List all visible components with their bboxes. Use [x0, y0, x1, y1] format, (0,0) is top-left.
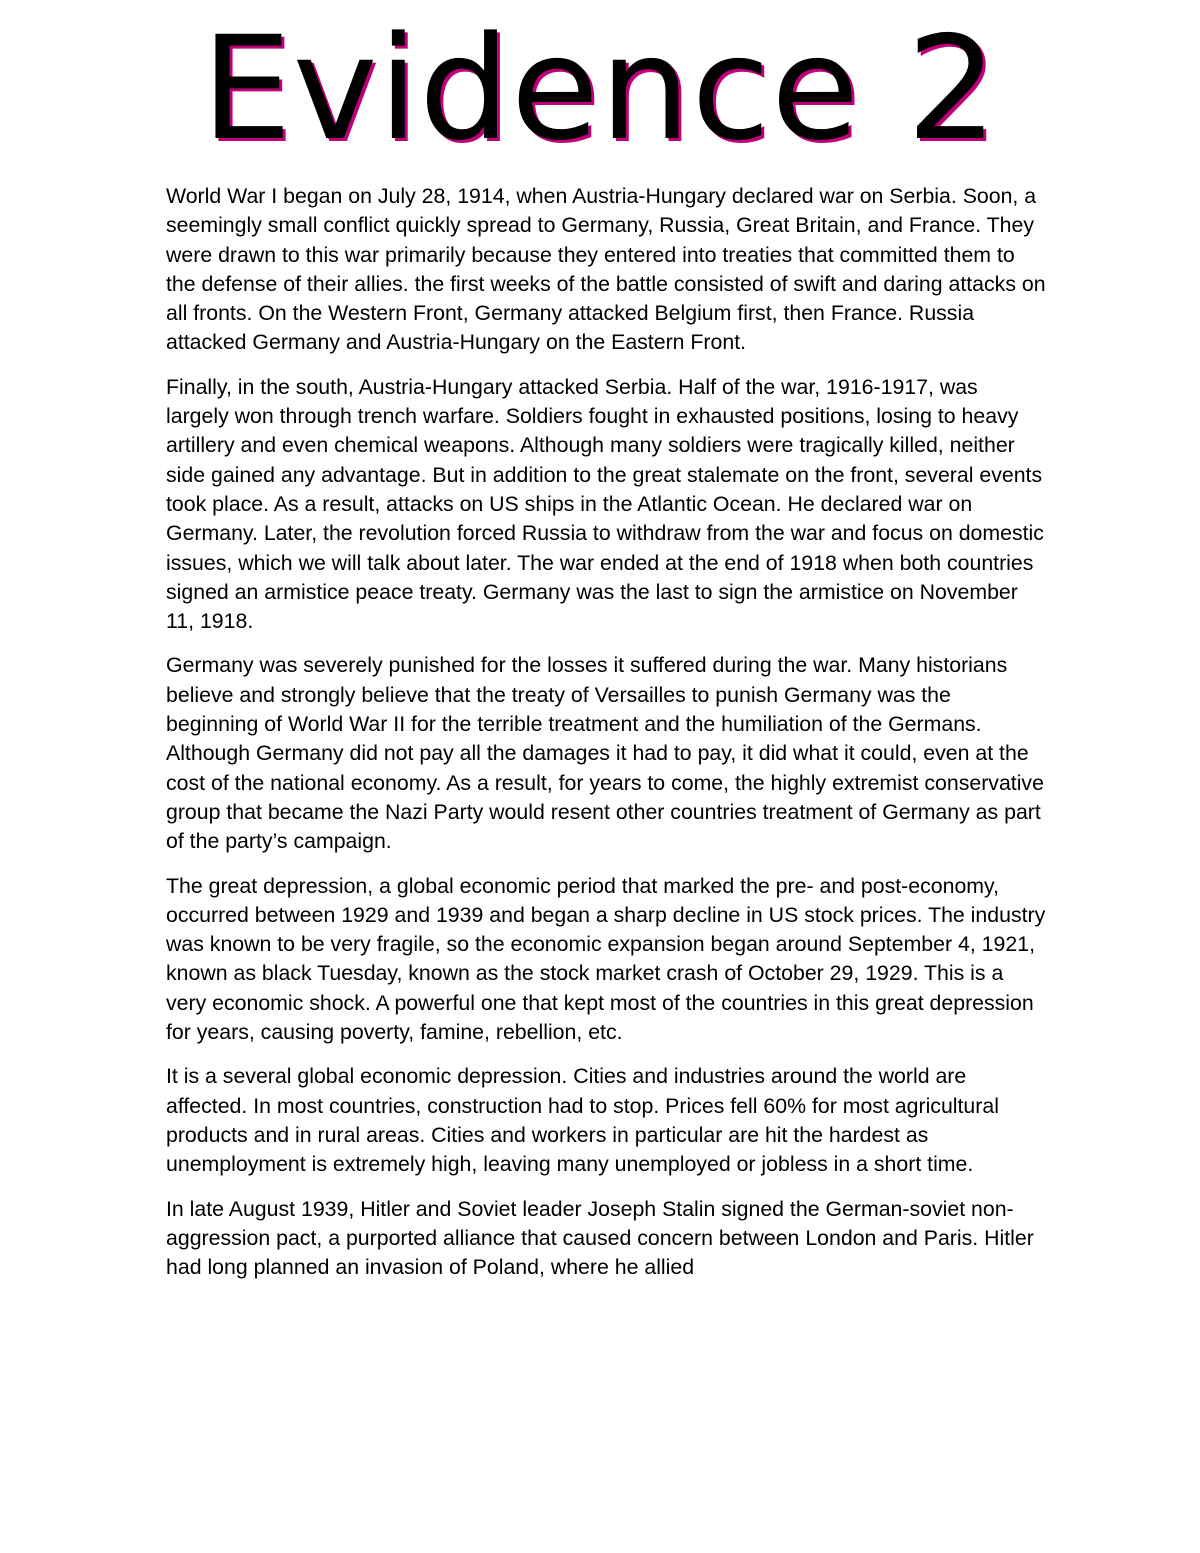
page-title: Evidence 2: [201, 5, 999, 172]
paragraph-germany-punished: Germany was severely punished for the losses it suffered during the war. Many historians believe and strongly believe that the treaty of Versailles to punish Germany was the beginning of World War II for the terrible treatment and the humiliation of the Germans. Although Germany did not pay all the damages it had to pay, it did what it could, even at the cost of the national economy. As a result, for years to come, the highly extremist conservative group that became the Nazi Party would resent other countries treatment of Germany as part of the party’s campaign.: [166, 653, 1044, 854]
paragraph-nonaggression-pact: In late August 1939, Hitler and Soviet leader Joseph Stalin signed the German-soviet non-aggression pact, a purported alliance that caused concern between London and Paris. Hitler had long planned an invasion of Poland, where he allied: [166, 1196, 1034, 1280]
paragraph-war-progress: Finally, in the south, Austria-Hungary attacked Serbia. Half of the war, 1916-1917, was largely won through trench warfare. Soldiers fought in exhausted positions, losing to heavy artillery and even chemical weapons. Although many soldiers were tragically killed, neither side gained any advantage. But in addition to the great stalemate on the front, several events took place. As a result, attacks on US ships in the Atlantic Ocean. He declared war on Germany. Later, the revolution forced Russia to withdraw from the war and focus on domestic issues, which we will talk about later. The war ended at the end of 1918 when both countries signed an armistice peace treaty. Germany was the last to sign the armistice on November 11, 1918.: [166, 374, 1044, 634]
document-body: [166, 182, 1046, 1297]
paragraph-wwi-start: World War I began on July 28, 1914, when Austria-Hungary declared war on Serbia. Soon, a seemingly small conflict quickly spread to Germany, Russia, Great Britain, and France. They were drawn to this war primarily because they entered into treaties that committed them to the defense of their allies. the first weeks of the battle consisted of swift and daring attacks on all fronts. On the Western Front, Germany attacked Belgium first, then France. Russia attacked Germany and Austria-Hungary on the Eastern Front.: [166, 184, 1046, 355]
paragraph-global-depression: It is a several global economic depression. Cities and industries around the world are affected. In most countries, construction had to stop. Prices fell 60% for most agricultural products and in rural areas. Cities and workers in particular are hit the hardest as unemployment is extremely high, leaving many unemployed or jobless in a short time.: [166, 1064, 999, 1177]
paragraph-great-depression: The great depression, a global economic period that marked the pre- and post-economy, occurred between 1929 and 1939 and began a sharp decline in US stock prices. The industry was known to be very fragile, so the economic expansion began around September 4, 1921, known as black Tuesday, known as the stock market crash of October 29, 1929. This is a very economic shock. A powerful one that kept most of the countries in this great depression for years, causing poverty, famine, rebellion, etc.: [166, 873, 1046, 1045]
